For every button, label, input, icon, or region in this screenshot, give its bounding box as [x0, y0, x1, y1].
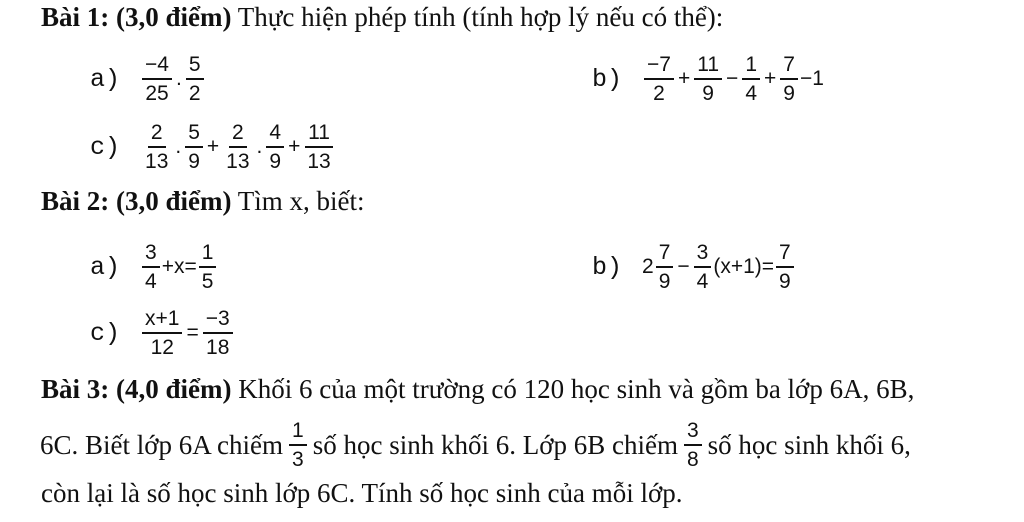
fraction [203, 308, 233, 358]
fraction [694, 54, 722, 104]
fraction [142, 54, 172, 104]
bai3-line3 [41, 478, 683, 509]
fraction [185, 122, 203, 172]
denominator: 13 [226, 150, 250, 173]
expression [642, 242, 796, 292]
item-label: a) [90, 64, 121, 94]
numerator: 1 [289, 420, 307, 446]
denominator: 4 [745, 82, 757, 105]
item-label: c) [90, 132, 121, 162]
fraction [644, 54, 674, 104]
bai1-heading: Bài 1: (3,0 điểm) [41, 2, 232, 32]
numerator: 7 [780, 54, 798, 80]
bai2-b [592, 242, 796, 292]
operator: − [677, 255, 690, 278]
numerator: −4 [142, 54, 172, 80]
operator: − [726, 67, 739, 90]
expression [140, 242, 218, 292]
equation-middle: +x= [161, 255, 197, 278]
fraction [142, 242, 160, 292]
numerator: 1 [742, 54, 760, 80]
numerator: 3 [142, 242, 160, 268]
numerator: 5 [186, 54, 204, 80]
item-label: b) [592, 252, 623, 282]
operator: + [764, 67, 777, 90]
numerator: 7 [776, 242, 794, 268]
operator: + [206, 135, 220, 158]
operator: + [288, 135, 301, 158]
numerator: 5 [185, 122, 203, 148]
denominator: 9 [658, 270, 671, 293]
bai1-a [90, 54, 206, 104]
bai2-a [90, 242, 218, 292]
operator: . [175, 135, 182, 158]
numerator: 2 [148, 122, 166, 148]
operator: . [175, 67, 182, 90]
denominator: 9 [269, 150, 282, 173]
denominator: 3 [292, 448, 304, 471]
numerator: 1 [199, 242, 217, 268]
fraction [776, 242, 794, 292]
fraction [142, 122, 171, 172]
fraction [266, 122, 284, 172]
constant-term: −1 [799, 67, 824, 90]
denominator: 18 [206, 336, 230, 359]
denominator: 9 [702, 82, 714, 105]
denominator: 9 [779, 270, 791, 293]
numerator: 2 [229, 122, 247, 148]
denominator: 4 [145, 270, 157, 293]
numerator: 7 [656, 242, 674, 268]
operator: + [677, 67, 691, 90]
operator: . [256, 135, 263, 158]
denominator: 13 [145, 150, 169, 173]
numerator: 11 [305, 122, 333, 148]
bai3-line2 [40, 420, 911, 470]
denominator: 4 [696, 270, 709, 293]
numerator: 3 [694, 242, 712, 268]
bai3-line1 [41, 374, 914, 405]
numerator: x+1 [142, 308, 182, 334]
operator: = [186, 321, 199, 344]
bai3-text-1: Khối 6 của một trường có 120 học sinh và gồm ba lớp 6A, 6B, [238, 374, 915, 404]
numerator: 4 [266, 122, 284, 148]
item-label: c) [90, 318, 121, 348]
numerator: −7 [644, 54, 674, 80]
fraction [199, 242, 217, 292]
expression [140, 122, 336, 172]
fraction [656, 242, 674, 292]
fraction [289, 420, 307, 470]
denominator: 25 [145, 82, 169, 105]
fraction [304, 122, 333, 172]
bai1-c [90, 122, 336, 172]
bai3-text-2a: 6C. Biết lớp 6A chiếm [40, 429, 284, 460]
expression [140, 54, 205, 104]
bai2-heading: Bài 2: (3,0 điểm) [41, 186, 232, 216]
bai2-c [90, 308, 235, 358]
bai3-text-3: còn lại là số học sinh lớp 6C. Tính số học sinh của mỗi lớp. [41, 478, 683, 508]
fraction [142, 308, 182, 358]
bai3-text-2c: số học sinh khối 6, [707, 429, 911, 460]
fraction [780, 54, 798, 104]
fraction [694, 242, 712, 292]
whole-part: 2 [642, 255, 654, 278]
numerator: −3 [203, 308, 233, 334]
denominator: 2 [653, 82, 665, 105]
bai3-text-2b: số học sinh khối 6. Lớp 6B chiếm [312, 429, 678, 460]
denominator: 8 [686, 448, 699, 471]
fraction [223, 122, 252, 172]
numerator: 3 [684, 420, 702, 446]
expression [642, 54, 824, 104]
denominator: 5 [201, 270, 214, 293]
denominator: 9 [188, 150, 200, 173]
numerator: 11 [694, 54, 722, 80]
denominator: 12 [150, 336, 174, 359]
bai1-title [41, 2, 723, 33]
denominator: 13 [307, 150, 331, 173]
bai1-b [592, 54, 824, 104]
bai2-instruction: Tìm x, biết: [237, 186, 365, 216]
fraction [684, 420, 702, 470]
fraction [742, 54, 760, 104]
bai1-instruction: Thực hiện phép tính (tính hợp lý nếu có thể): [237, 2, 724, 32]
bai2-title [41, 186, 364, 217]
denominator: 2 [188, 82, 201, 105]
bai3-heading: Bài 3: (4,0 điểm) [41, 374, 232, 404]
item-label: a) [90, 252, 121, 282]
expression [140, 308, 235, 358]
item-label: b) [592, 64, 623, 94]
parenthesis-term: (x+1)= [713, 255, 775, 278]
fraction [186, 54, 204, 104]
denominator: 9 [783, 82, 795, 105]
